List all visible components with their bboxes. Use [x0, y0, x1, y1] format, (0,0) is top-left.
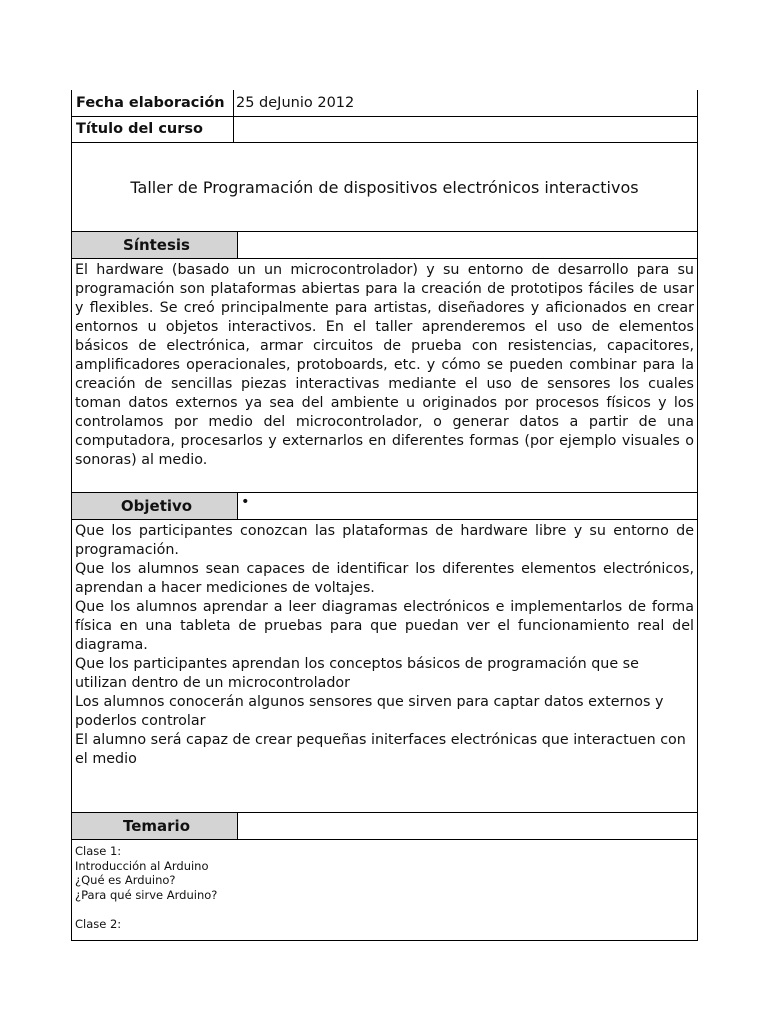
- temario-line: Clase 2:: [75, 916, 122, 931]
- titulo-value: [234, 117, 697, 142]
- objetivo-header: [71, 493, 698, 520]
- temario-line: ¿Para qué sirve Arduino?: [75, 887, 218, 902]
- fecha-row: [71, 90, 698, 117]
- course-form: [71, 90, 698, 941]
- temario-line: Introducción al Arduino: [75, 858, 209, 873]
- course-title-row: [71, 143, 698, 232]
- objetivo-row: [71, 520, 698, 813]
- sintesis-header-empty: [238, 232, 697, 258]
- objetivo-label: Objetivo: [72, 493, 238, 519]
- temario-list: [72, 840, 697, 940]
- fecha-value: 25 deJunio 2012: [236, 95, 355, 111]
- fecha-label: Fecha elaboración: [72, 90, 234, 116]
- sintesis-text: El hardware (basado un un microcontrolador) y su entorno de desarrollo para su programación son plataformas abiertas para la creación de prototipos fáciles de usar y flexibles. Se creó principalmente para artistas, diseñadores y aficionados en crear entornos u objetos interactivos. En el taller aprenderemos el uso de elementos básicos de electrónica, armar circuitos de prueba con resistencias, capacitores, amplificadores operacionales, protoboards, etc. y cómo se pueden combinar para la creación de sencillas piezas interactivas mediante el uso de sensores los cuales toman datos externos ya sea del ambiente u originados por procesos físicos y los controlamos por medio del microcontrolador, o generar datos a partir de una computadora, procesarlos y externarlos en diferentes formas (por ejemplo visuales o sonoras) al medio.: [75, 262, 694, 468]
- objetivo-item: Que los alumnos sean capaces de identificar los diferentes elementos electrónicos, aprendan a hacer mediciones de voltajes.: [75, 561, 694, 596]
- temario-label: Temario: [72, 813, 238, 839]
- titulo-row: [71, 117, 698, 143]
- objetivo-item: Que los alumnos aprendar a leer diagramas electrónicos e implementarlos de forma física en una tableta de pruebas para que puedan ver el funcionamiento real del diagrama.: [75, 599, 694, 653]
- sintesis-header: [71, 232, 698, 259]
- objetivo-item: Que los participantes conozcan las plataformas de hardware libre y su entorno de programación.: [75, 523, 694, 558]
- sintesis-label: Síntesis: [72, 232, 238, 258]
- sintesis-row: [71, 259, 698, 493]
- objetivo-list: [72, 520, 697, 812]
- temario-row: [71, 840, 698, 941]
- objetivo-bullet: •: [241, 494, 250, 510]
- objetivo-item: Que los participantes aprendan los conceptos básicos de programación que se utilizan dentro de un microcontrolador: [75, 656, 639, 691]
- temario-header: [71, 813, 698, 840]
- temario-line: Clase 1:: [75, 844, 122, 858]
- objetivo-item: Los alumnos conocerán algunos sensores que sirven para captar datos externos y poderlos controlar: [75, 694, 664, 729]
- objetivo-item: El alumno será capaz de crear pequeñas initerfaces electrónicas que interactuen con el medio: [75, 732, 686, 767]
- temario-line: [75, 902, 694, 917]
- titulo-label: Título del curso: [72, 117, 234, 142]
- temario-header-empty: [238, 813, 697, 839]
- temario-line: ¿Qué es Arduino?: [75, 873, 176, 887]
- course-title: Taller de Programación de dispositivos electrónicos interactivos: [130, 177, 639, 197]
